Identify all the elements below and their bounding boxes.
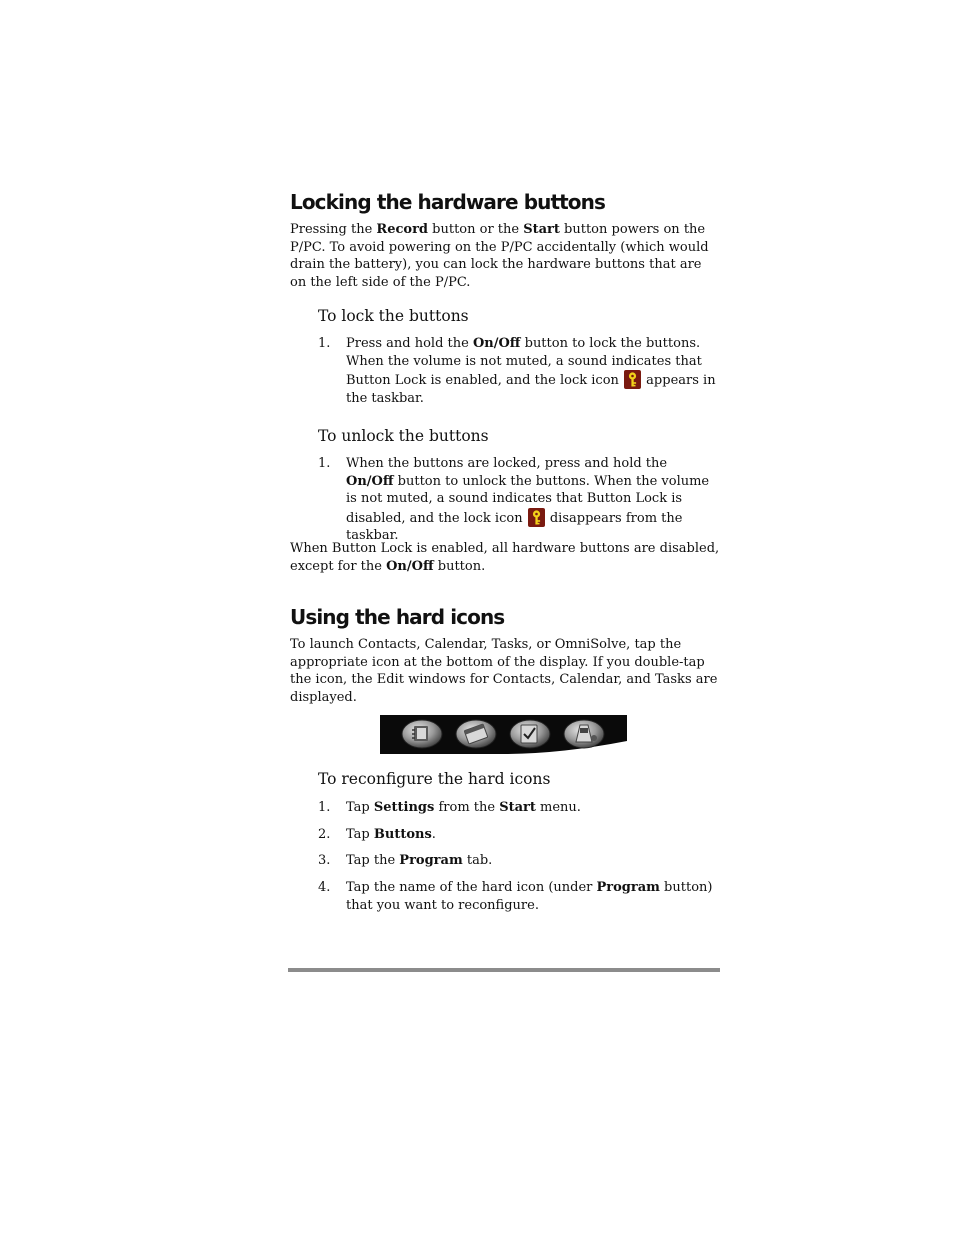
step-number: 1. — [318, 800, 331, 815]
on-off-term: On/Off — [386, 558, 434, 574]
buttons-term: Buttons — [373, 827, 432, 842]
start-term: Start — [499, 800, 536, 815]
procedure-title-lock: To lock the buttons — [318, 307, 469, 325]
record-term: Record — [376, 222, 429, 237]
reconfigure-step-1: 1. Tap Settings from the Start menu. — [318, 800, 581, 815]
lock-icon — [528, 508, 545, 527]
program-term: Program — [596, 880, 660, 895]
reconfigure-step-3: 3. Tap the Program tab. — [318, 853, 493, 868]
start-term: Start — [523, 222, 560, 237]
step-number: 1. — [318, 456, 331, 471]
step-number: 1. — [318, 336, 331, 351]
lock-icon — [624, 370, 641, 389]
reconfigure-step-4: 4. Tap the name of the hard icon (under Program button) that you want to reconfigure. — [318, 880, 713, 913]
step-number: 3. — [318, 853, 331, 868]
section-heading-hard-icons: Using the hard icons — [290, 605, 505, 629]
step-number: 2. — [318, 827, 331, 842]
calendar-icon[interactable] — [456, 720, 496, 748]
omnisolve-icon[interactable] — [564, 720, 604, 748]
locking-intro-paragraph: Pressing the Record button or the Start button powers on the P/PC. To avoid powering on the P/PC accidentally (which would drain the battery), you can lock the hardware buttons that are on the left side of the P/PC. — [290, 222, 709, 290]
settings-term: Settings — [373, 800, 435, 815]
footer-rule — [288, 968, 720, 972]
on-off-term: On/Off — [346, 473, 394, 489]
step-number: 4. — [318, 880, 331, 895]
tasks-icon[interactable] — [510, 720, 550, 748]
on-off-term: On/Off — [472, 336, 521, 351]
hard-icons-intro-paragraph: To launch Contacts, Calendar, Tasks, or OmniSolve, tap the appropriate icon at the bottom of the display. If you double-tap the icon, the Edit windows for Contacts, Calendar, and Tasks are displayed. — [290, 637, 718, 705]
contacts-icon[interactable] — [402, 720, 442, 748]
lock-step-1: 1. Press and hold the On/Off button to lock the buttons. When the volume is not muted, a sound indicates that Button Lock is enabled, and the lock icon appears in the taskbar. — [318, 336, 716, 406]
button-lock-note: When Button Lock is enabled, all hardware buttons are disabled, except for the On/Off button. — [290, 541, 720, 574]
reconfigure-step-2: 2. Tap Buttons. — [318, 827, 436, 842]
program-term: Program — [399, 853, 463, 868]
procedure-title-reconfigure: To reconfigure the hard icons — [318, 770, 551, 788]
unlock-step-1: 1. When the buttons are locked, press and hold the On/Off button to unlock the buttons. When the volume is not muted, a sound indicates that Button Lock is disabled, and the lock icon disappears from the taskbar. — [318, 456, 710, 543]
section-heading-locking: Locking the hardware buttons — [290, 190, 605, 214]
hard-icons-bar — [380, 715, 627, 754]
procedure-title-unlock: To unlock the buttons — [318, 427, 489, 445]
